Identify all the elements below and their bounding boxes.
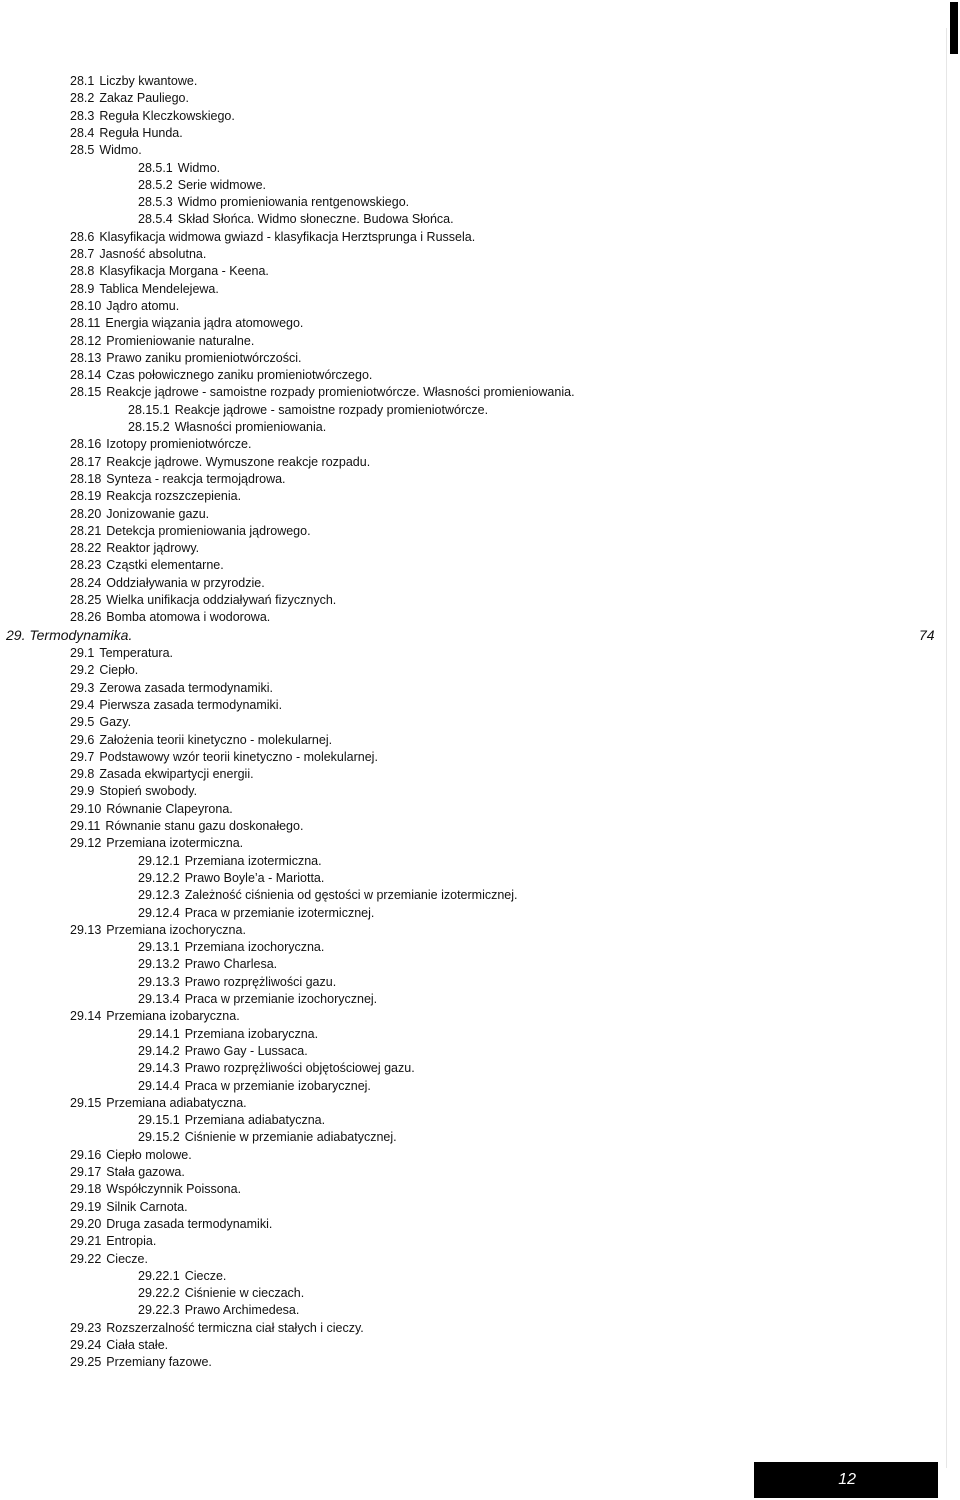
toc-entry-title: Zależność ciśnienia od gęstości w przemianie izotermicznej. [184,888,518,903]
toc-entry-title: Ciśnienie w przemianie adiabatycznej. [184,1130,397,1145]
toc-entry-title: Prawo Archimedesa. [184,1303,300,1318]
toc-entry[interactable] [70,802,233,817]
toc-entry[interactable] [70,558,224,573]
toc-entry-number: 29.13.4 [138,992,180,1006]
toc-entry[interactable] [70,524,311,539]
toc-entry[interactable] [70,1182,241,1197]
toc-entry-number: 29.23 [70,1320,102,1335]
toc-entry-title: Przemiana izochoryczna. [106,922,246,937]
chapter-number: 29. [6,627,26,643]
toc-entry-number: 28.7 [70,247,95,261]
toc-entry-title: Widmo. [177,160,221,175]
toc-entry-title: Entropia. [106,1234,157,1249]
toc-entry-title: Silnik Carnota. [106,1199,188,1214]
toc-entry[interactable] [128,420,326,435]
toc-entry-title: Promieniowanie naturalne. [106,333,255,348]
toc-entry-number: 29.14.2 [138,1043,180,1058]
toc-entry-title: Równanie Clapeyrona. [106,801,233,816]
page-edge-line [946,28,947,1468]
toc-entry-title: Tablica Mendelejewa. [99,281,219,296]
chapter-title: Termodynamika. [29,627,133,643]
toc-entry[interactable] [138,1113,325,1128]
toc-entry[interactable] [70,646,173,661]
toc-entry[interactable] [138,975,336,990]
toc-entry-number: 28.21 [70,523,102,538]
toc-entry-title: Widmo promieniowania rentgenowskiego. [177,195,410,210]
toc-entry-number: 29.9 [70,784,95,799]
toc-entry[interactable] [70,1338,168,1353]
toc-entry-number: 29.15.2 [138,1130,180,1145]
toc-entry-title: Zakaz Pauliego. [99,91,189,106]
toc-entry[interactable] [138,992,377,1007]
toc-entry-title: Bomba atomowa i wodorowa. [106,610,271,625]
toc-entry-number: 28.17 [70,454,102,469]
toc-entry-title: Liczby kwantowe. [99,74,198,88]
toc-entry-number: 29.7 [70,749,95,764]
toc-entry-title: Izotopy promieniotwórcze. [106,437,252,452]
toc-entry-number: 29.3 [70,680,95,695]
toc-entry-title: Jasność absolutna. [99,247,207,261]
toc-entry-number: 29.12.2 [138,870,180,885]
toc-entry[interactable] [70,282,219,297]
toc-entry-number: 29.14.4 [138,1078,180,1093]
toc-entry[interactable] [128,403,488,418]
toc-entry-number: 28.18 [70,471,102,486]
toc-entry-title: Reakcja rozszczepienia. [106,489,242,504]
toc-entry-title: Prawo Charlesa. [184,957,278,972]
toc-entry-title: Prawo Boyle’a - Mariotta. [184,870,325,885]
toc-entry[interactable] [70,784,197,799]
toc-entry[interactable] [70,1234,156,1249]
toc-entry-title: Energia wiązania jądra atomowego. [105,316,304,331]
toc-entry-number: 28.22 [70,541,102,556]
toc-entry[interactable] [138,161,220,176]
toc-entry-number: 29.11 [70,819,101,833]
toc-entry[interactable] [70,1217,272,1232]
toc-entry-title: Reakcje jądrowe. Wymuszone reakcje rozpadu. [106,454,371,469]
toc-entry-title: Reaktor jądrowy. [106,541,200,556]
toc-entry-number: 29.15.1 [138,1113,180,1128]
toc-entry-title: Przemiana izobaryczna. [184,1026,319,1041]
toc-entry[interactable] [70,91,189,106]
toc-entry[interactable] [70,1252,148,1267]
toc-entry-title: Prawo rozprężliwości objętościowej gazu. [184,1061,415,1076]
toc-entry-title: Reakcje jądrowe - samoistne rozpady promieniotwórcze. [174,402,489,417]
toc-entry[interactable] [70,472,286,487]
toc-entry[interactable] [138,1130,397,1145]
toc-entry-number: 28.14 [70,368,102,383]
toc-entry[interactable] [138,1061,415,1076]
toc-entry[interactable] [70,437,251,452]
toc-entry[interactable] [70,126,183,141]
toc-entry-title: Przemiana izotermiczna. [184,853,322,868]
toc-entry-title: Rozszerzalność termiczna ciał stałych i cieczy. [106,1320,364,1335]
toc-entry-number: 29.12 [70,836,102,851]
toc-entry[interactable] [70,1148,192,1163]
toc-entry[interactable] [70,610,270,625]
toc-entry[interactable] [70,1321,364,1336]
toc-entry[interactable] [70,230,475,245]
toc-entry-title: Wielka unifikacja oddziaływań fizycznych. [106,593,337,607]
toc-entry-title: Zasada ekwipartycji energii. [99,767,254,782]
toc-entry-number: 28.3 [70,108,95,123]
toc-entry-number: 28.5 [70,143,95,158]
toc-entry-title: Serie widmowe. [177,177,266,192]
toc-entry-title: Reguła Kleczkowskiego. [99,108,235,123]
toc-entry-number: 28.6 [70,229,95,244]
toc-entry[interactable] [138,1269,226,1284]
toc-entry[interactable] [70,593,336,608]
toc-entry[interactable] [70,143,142,158]
toc-entry-number: 29.22.3 [138,1303,180,1318]
toc-entry-number: 28.24 [70,575,102,590]
toc-entry[interactable] [70,299,179,314]
chapter-page-number: 74 [919,627,935,643]
toc-entry-number: 29.12.4 [138,905,180,920]
toc-entry[interactable] [70,1096,247,1111]
toc-entry-title: Ciała stałe. [106,1338,169,1352]
toc-entry-number: 28.15.1 [128,402,170,417]
toc-entry[interactable] [138,1079,371,1094]
toc-entry-number: 28.20 [70,506,102,521]
toc-entry-title: Współczynnik Poissona. [106,1182,242,1197]
toc-entry[interactable] [70,385,575,400]
toc-entry-title: Skład Słońca. Widmo słoneczne. Budowa Słońca. [177,212,454,227]
toc-entry-title: Podstawowy wzór teorii kinetyczno - molekularnej. [99,749,378,764]
page-number-box [754,1462,938,1498]
toc-entry-number: 28.15.2 [128,420,170,434]
toc-entry-number: 28.16 [70,437,102,452]
chapter-heading[interactable] [6,627,132,643]
toc-entry[interactable] [70,1355,212,1370]
toc-entry-title: Przemiana adiabatyczna. [184,1113,326,1128]
toc-entry[interactable] [70,663,138,678]
toc-entry[interactable] [70,698,282,713]
toc-entry-title: Widmo. [99,143,142,158]
toc-entry-title: Stopień swobody. [99,784,198,799]
toc-entry-number: 29.14.1 [138,1026,180,1041]
toc-entry[interactable] [70,1009,240,1024]
toc-entry-number: 29.22.1 [138,1268,180,1283]
toc-entry-title: Oddziaływania w przyrodzie. [106,575,265,590]
toc-entry[interactable] [70,541,199,556]
toc-entry[interactable] [70,264,269,279]
toc-entry-number: 29.13.1 [138,940,180,955]
toc-entry[interactable] [70,836,243,851]
toc-entry-title: Czas połowicznego zaniku promieniotwórczego. [106,368,373,383]
toc-entry-number: 29.8 [70,767,95,782]
toc-entry-title: Ciecze. [184,1268,227,1283]
toc-entry-title: Stała gazowa. [106,1165,185,1179]
toc-entry-title: Prawo zaniku promieniotwórczości. [106,350,302,365]
toc-entry-number: 28.23 [70,558,102,573]
toc-entry[interactable] [138,1286,304,1301]
toc-entry-number: 28.10 [70,298,102,313]
toc-entry-title: Jonizowanie gazu. [106,506,210,521]
toc-entry-number: 29.20 [70,1216,102,1231]
toc-entry-title: Równanie stanu gazu doskonałego. [105,819,304,833]
toc-entry-number: 28.5.1 [138,160,173,175]
toc-entry[interactable] [70,767,254,782]
toc-entry-title: Jądro atomu. [106,298,180,313]
toc-entry-title: Synteza - reakcja termojądrowa. [106,471,286,486]
toc-entry-number: 29.13.3 [138,974,180,989]
toc-entry-title: Ciepło. [99,663,139,678]
toc-entry-number: 29.22 [70,1251,102,1266]
toc-entry-number: 29.21 [70,1234,102,1249]
corner-bar [950,2,958,54]
toc-entry-title: Zerowa zasada termodynamiki. [99,680,274,695]
toc-entry-number: 29.19 [70,1199,102,1214]
toc-entry[interactable] [138,957,277,972]
toc-entry-title: Klasyfikacja Morgana - Keena. [99,264,269,279]
toc-entry-number: 29.5 [70,715,95,730]
toc-entry[interactable] [70,316,303,331]
toc-entry[interactable] [138,854,322,869]
toc-entry-number: 29.18 [70,1182,102,1197]
toc-entry[interactable] [70,455,370,470]
toc-entry-number: 28.15 [70,385,102,400]
toc-entry-number: 29.17 [70,1165,102,1179]
toc-entry[interactable] [70,576,265,591]
toc-entry[interactable] [70,681,273,696]
toc-entry-title: Prawo rozprężliwości gazu. [184,974,337,989]
toc-entry[interactable] [138,212,454,227]
toc-entry-number: 28.8 [70,264,95,279]
toc-entry-number: 28.5.3 [138,195,173,210]
toc-entry-title: Pierwsza zasada termodynamiki. [99,697,283,712]
toc-entry[interactable] [138,178,266,193]
toc-entry[interactable] [70,334,254,349]
toc-entry[interactable] [70,715,131,730]
toc-entry[interactable] [70,247,206,262]
toc-entry-number: 28.5.2 [138,177,173,192]
toc-entry-number: 29.13.2 [138,957,180,972]
toc-entry[interactable] [70,1165,185,1180]
toc-entry[interactable] [70,750,378,765]
toc-entry[interactable] [70,368,372,383]
toc-entry-title: Ciśnienie w cieczach. [184,1286,305,1301]
toc-entry[interactable] [138,888,518,903]
toc-entry-number: 29.12.1 [138,853,180,868]
toc-entry-title: Druga zasada termodynamiki. [106,1216,273,1231]
toc-entry-title: Przemiana adiabatyczna. [106,1095,247,1110]
toc-entry[interactable] [138,1044,308,1059]
toc-entry-title: Reguła Hunda. [99,125,183,140]
toc-entry[interactable] [70,489,241,504]
toc-entry-number: 29.22.2 [138,1286,180,1301]
toc-entry-title: Ciecze. [106,1251,148,1266]
toc-entry[interactable] [138,195,409,210]
toc-entry-number: 29.16 [70,1147,102,1162]
toc-entry-number: 28.12 [70,333,102,348]
toc-entry[interactable] [70,1200,188,1215]
toc-entry-title: Ciepło molowe. [106,1147,192,1162]
toc-entry[interactable] [70,74,197,89]
toc-entry-number: 29.24 [70,1338,102,1352]
toc-entry-title: Praca w przemianie izochorycznej. [184,992,378,1006]
toc-entry-number: 28.5.4 [138,212,173,227]
toc-entry-title: Reakcje jądrowe - samoistne rozpady promieniotwórcze. Własności promieniowania. [106,385,575,400]
toc-entry-title: Własności promieniowania. [174,420,327,434]
toc-entry[interactable] [70,923,246,938]
toc-entry-number: 28.25 [70,593,102,607]
toc-entry[interactable] [70,733,332,748]
toc-entry-number: 29.2 [70,663,95,678]
toc-entry-title: Praca w przemianie izobarycznej. [184,1078,371,1093]
toc-entry-number: 29.6 [70,732,95,747]
toc-entry[interactable] [70,109,235,124]
toc-entry-number: 28.9 [70,281,95,296]
toc-entry-title: Przemiana izobaryczna. [106,1009,240,1024]
toc-entry-number: 28.2 [70,91,95,106]
toc-entry-number: 29.14.3 [138,1061,180,1076]
toc-entry-number: 29.1 [70,646,95,660]
toc-entry-title: Przemiana izotermiczna. [106,836,244,851]
toc-entry-number: 29.15 [70,1095,102,1110]
toc-entry-number: 29.10 [70,801,102,816]
toc-entry-title: Klasyfikacja widmowa gwiazd - klasyfikacja Herztsprunga i Russela. [99,229,476,244]
toc-entry-number: 29.12.3 [138,888,180,903]
toc-entry[interactable] [138,906,374,921]
toc-entry[interactable] [138,1027,318,1042]
toc-entry-number: 28.26 [70,610,102,625]
toc-entry-title: Założenia teorii kinetyczno - molekularnej. [99,732,333,747]
toc-entry-title: Gazy. [99,715,132,730]
toc-entry-number: 29.4 [70,697,95,712]
toc-entry-number: 29.25 [70,1355,102,1370]
toc-entry-title: Przemiana izochoryczna. [184,940,325,955]
toc-entry-title: Temperatura. [99,646,173,660]
toc-entry-title: Cząstki elementarne. [106,558,224,573]
toc-entry[interactable] [138,940,324,955]
toc-entry-title: Detekcja promieniowania jądrowego. [106,523,311,538]
toc-entry-number: 28.11 [70,316,101,331]
toc-entry[interactable] [138,1303,299,1318]
toc-entry-number: 28.1 [70,74,95,88]
toc-entry[interactable] [138,871,324,886]
toc-entry-title: Prawo Gay - Lussaca. [184,1043,308,1058]
toc-entry-title: Praca w przemianie izotermicznej. [184,905,375,920]
toc-entry[interactable] [70,819,303,834]
toc-entry-title: Przemiany fazowe. [106,1355,212,1370]
toc-entry-number: 28.13 [70,350,102,365]
toc-entry-number: 28.19 [70,489,102,504]
toc-entry[interactable] [70,351,302,366]
toc-entry-number: 29.13 [70,922,102,937]
toc-entry-number: 29.14 [70,1009,102,1024]
page-number: 12 [838,1471,856,1488]
toc-entry[interactable] [70,507,209,522]
toc-entry-number: 28.4 [70,125,95,140]
